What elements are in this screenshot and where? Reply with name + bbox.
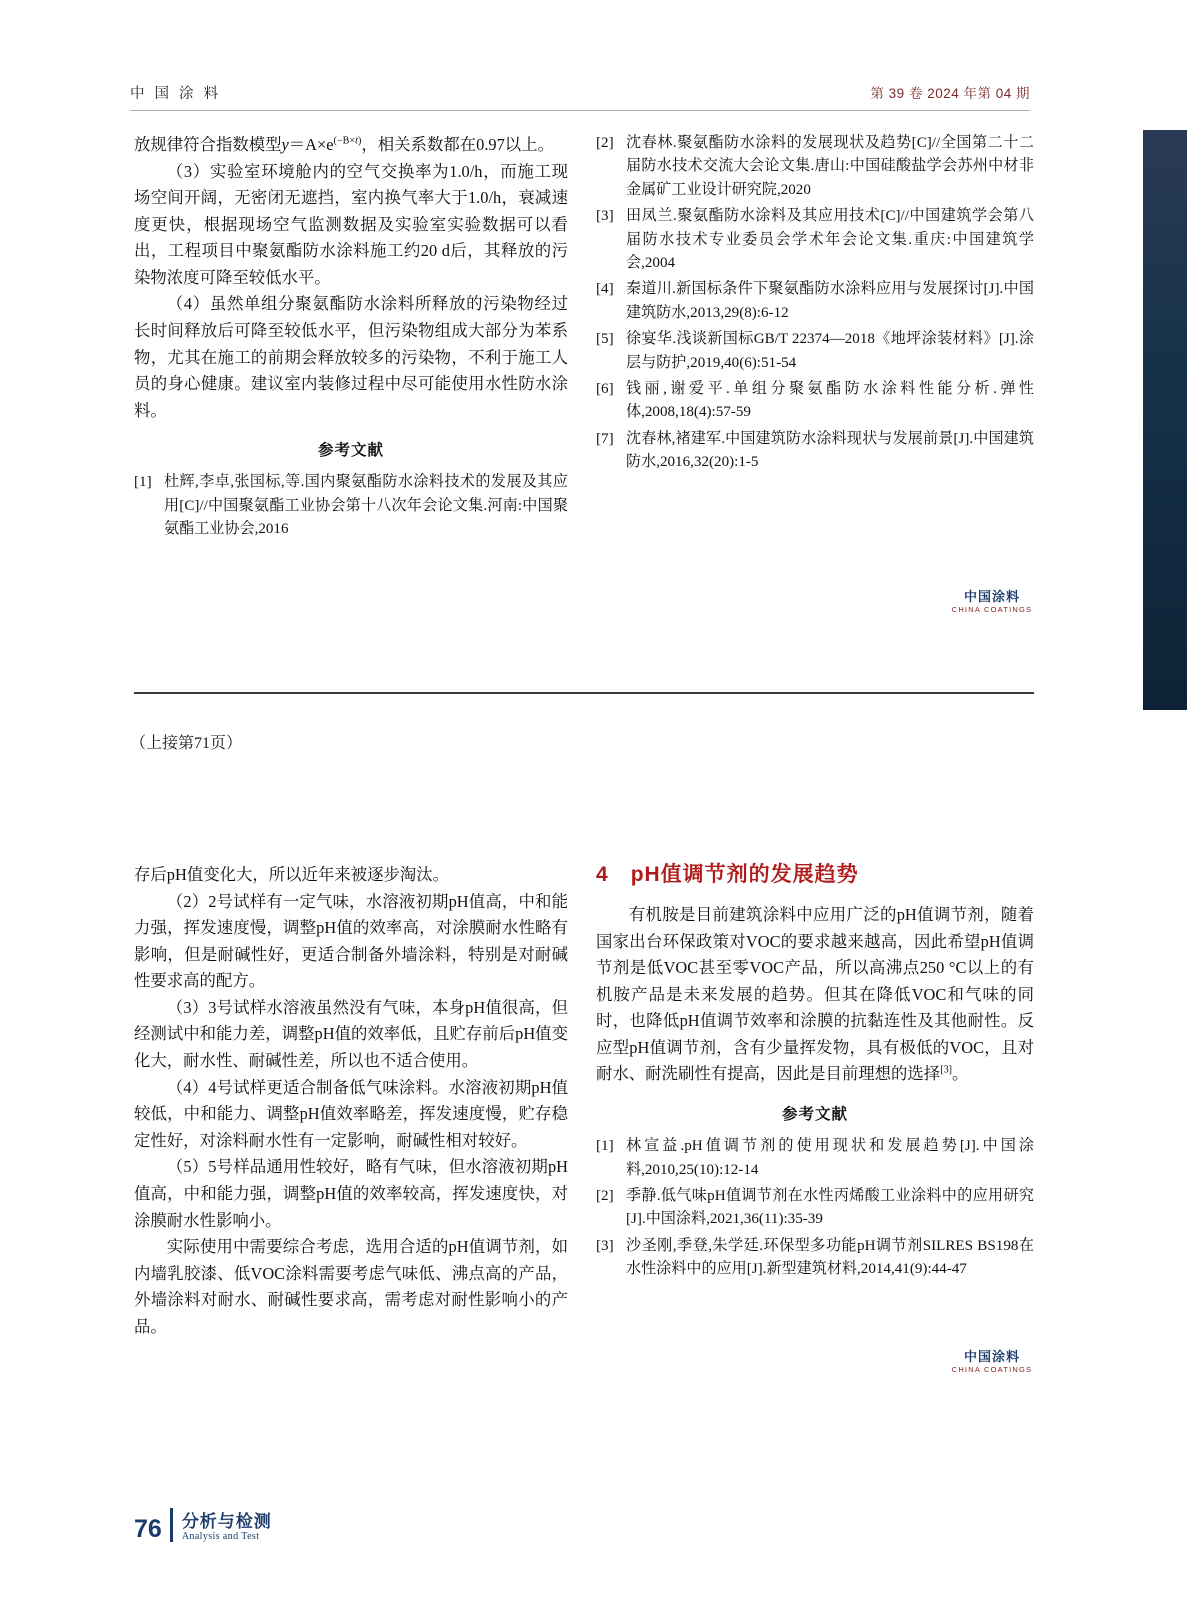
- reference-item: [596, 1135, 1034, 1182]
- page-header: [130, 82, 1030, 108]
- reference-item: [596, 428, 1034, 475]
- paragraph: （4）虽然单组分聚氨酯防水涂料所释放的污染物经过长时间释放后可降至较低水平，但污染物组成大部分为苯系物，尤其在施工的前期会释放较多的污染物，不利于施工人员的身心健康。建议室内装修过程中尽可能使用水性防水涂料。: [134, 294, 568, 420]
- paragraph: （3）3号试样水溶液虽然没有气味，本身pH值很高，但经测试中和能力差，调整pH值的效率低，且贮存前后pH值变化大，耐水性、耐碱性差，所以也不适合使用。: [134, 997, 568, 1071]
- top-article-right-column: [596, 132, 1034, 477]
- reference-text: 杜辉,李卓,张国标,等.国内聚氨酯防水涂料技术的发展及其应用[C]//中国聚氨酯工业协会第十八次年会论文集.河南:中国聚氨酯工业协会,2016: [164, 474, 568, 538]
- section-number: 4: [596, 863, 609, 886]
- reference-text: 沈春林,褚建军.中国建筑防水涂料现状与发展前景[J].中国建筑防水,2016,32(20):1-5: [626, 430, 1034, 471]
- bottom-article-right-column: [596, 858, 1034, 1285]
- header-journal-name: 中 国 涂 料: [130, 86, 222, 102]
- journal-logo-en: CHINA COATINGS: [951, 1365, 1033, 1375]
- paragraph: （4）4号试样更适合制备低气味涂料。水溶液初期pH值较低，中和能力、调整pH值效率略差，挥发速度慢，贮存稳定性好，对涂料耐水性有一定影响，耐碱性相对较好。: [134, 1077, 568, 1150]
- journal-logo: [944, 590, 1040, 615]
- reference-text: 林宣益.pH值调节剂的使用现状和发展趋势[J].中国涂料,2010,25(10):12-14: [626, 1138, 1034, 1178]
- page-footer: [134, 1508, 272, 1542]
- section-heading: [596, 858, 1034, 892]
- reference-item: [596, 1185, 1034, 1232]
- paragraph: 有机胺是目前建筑涂料中应用广泛的pH值调节剂，随着国家出台环保政策对VOC的要求越来越高，因此希望pH值调节剂是低VOC甚至零VOC产品，所以高沸点250 °C以上的有机胺产品是未来发展的趋势。但其在降低VOC和气味的同时，也降低pH值调节效率和涂膜的抗黏连性及其他耐性。反应型pH值调节剂，含有少量挥发物，具有极低的VOC，且对耐水、耐洗刷性有提高，因此是目前理想的选择[3]。: [596, 905, 1034, 1084]
- reference-text: 田凤兰.聚氨酯防水涂料及其应用技术[C]//中国建筑学会第八届防水技术专业委员会学术年会论文集.重庆:中国建筑学会,2004: [626, 208, 1034, 271]
- paragraph: 放规律符合指数模型$y=A\times e^{(-B\times t)}$，相关系数都在0.97以上。: [134, 135, 554, 154]
- journal-logo-en: CHINA COATINGS: [951, 605, 1033, 615]
- footer-section-en: Analysis and Test: [181, 1531, 260, 1542]
- reference-text: 钱丽,谢爱平.单组分聚氨酯防水涂料性能分析.弹性体,2008,18(4):57-59: [626, 380, 1034, 421]
- reference-item: [596, 278, 1034, 325]
- reference-item: [134, 471, 568, 541]
- journal-logo: [944, 1350, 1040, 1375]
- header-divider: [130, 110, 1030, 111]
- continuation-note: （上接第71页）: [130, 735, 243, 752]
- page-edge-strip: [1143, 130, 1187, 710]
- references-heading: 参考文献: [781, 1106, 848, 1124]
- reference-item: [596, 132, 1034, 202]
- paragraph: 存后pH值变化大，所以近年来被逐步淘汰。: [134, 865, 450, 884]
- reference-item: [596, 205, 1034, 275]
- reference-text: 沈春林.聚氨酯防水涂料的发展现状及趋势[C]//全国第二十二届防水技术交流大会论文集.唐山:中国硅酸盐学会苏州中材非金属矿工业设计研究院,2020: [626, 135, 1034, 198]
- reference-item: [596, 328, 1034, 375]
- footer-accent-bar: [170, 1508, 173, 1542]
- reference-text: 徐宴华.浅谈新国标GB/T 22374—2018《地坪涂装材料》[J].涂层与防护,2019,40(6):51-54: [626, 331, 1034, 371]
- references-list: [596, 1135, 1034, 1281]
- reference-text: 沙圣刚,季登,朱学廷.环保型多功能pH调节剂SILRES BS198在水性涂料中的应用[J].新型建筑材料,2014,41(9):44-47: [626, 1237, 1034, 1278]
- footer-section-zh: 分析与检测: [181, 1512, 272, 1532]
- reference-number: [6]: [596, 380, 614, 397]
- reference-number: [3]: [596, 1237, 614, 1254]
- references-list: [134, 471, 568, 541]
- references-heading: 参考文献: [317, 442, 384, 460]
- article-divider: [134, 692, 1034, 694]
- top-article-left-column: [134, 132, 568, 545]
- header-issue-info: 第 39 卷 2024 年第 04 期: [870, 86, 1030, 101]
- reference-number: [5]: [596, 331, 614, 348]
- bottom-article-left-column: [134, 862, 568, 1340]
- reference-text: 秦道川.新国标条件下聚氨酯防水涂料应用与发展探讨[J].中国建筑防水,2013,29(8):6-12: [626, 281, 1034, 321]
- journal-logo-zh: 中国涂料: [963, 1349, 1020, 1364]
- references-list: [596, 132, 1034, 474]
- paragraph: （3）实验室环境舱内的空气交换率为1.0/h，而施工现场空间开阔，无密闭无遮挡，室内换气率大于1.0/h，衰减速度更快，根据现场空气监测数据及实验室实验数据可以看出，工程项目中聚氨酯防水涂料施工约20 d后，其释放的污染物浓度可降至较低水平。: [134, 161, 568, 287]
- reference-number: [4]: [596, 281, 614, 298]
- reference-number: [2]: [596, 1187, 614, 1204]
- reference-text: 季静.低气味pH值调节剂在水性丙烯酸工业涂料中的应用研究[J].中国涂料,2021,36(11):35-39: [626, 1187, 1034, 1228]
- paragraph: 实际使用中需要综合考虑，选用合适的pH值调节剂，如内墙乳胶漆、低VOC涂料需要考虑气味低、沸点高的产品，外墙涂料对耐水、耐碱性要求高，需考虑对耐性影响小的产品。: [134, 1237, 568, 1336]
- reference-number: [1]: [596, 1138, 614, 1155]
- page-number: 76: [134, 1515, 162, 1543]
- paragraph: （2）2号试样有一定气味，水溶液初期pH值高，中和能力强，挥发速度慢，调整pH值的效率高，对涂膜耐水性略有影响，但是耐碱性好，更适合制备外墙涂料，特别是对耐碱性要求高的配方。: [134, 891, 568, 991]
- reference-number: [3]: [596, 208, 614, 225]
- journal-logo-zh: 中国涂料: [963, 589, 1020, 604]
- reference-number: [7]: [596, 430, 614, 447]
- reference-item: [596, 1235, 1034, 1282]
- section-heading-text: pH值调节剂的发展趋势: [630, 863, 859, 886]
- reference-item: [596, 378, 1034, 425]
- paragraph: （5）5号样品通用性较好，略有气味，但水溶液初期pH值高，中和能力强，调整pH值的效率较高，挥发速度快，对涂膜耐水性影响小。: [134, 1157, 568, 1230]
- reference-number: [2]: [596, 135, 614, 151]
- reference-number: [1]: [134, 474, 152, 491]
